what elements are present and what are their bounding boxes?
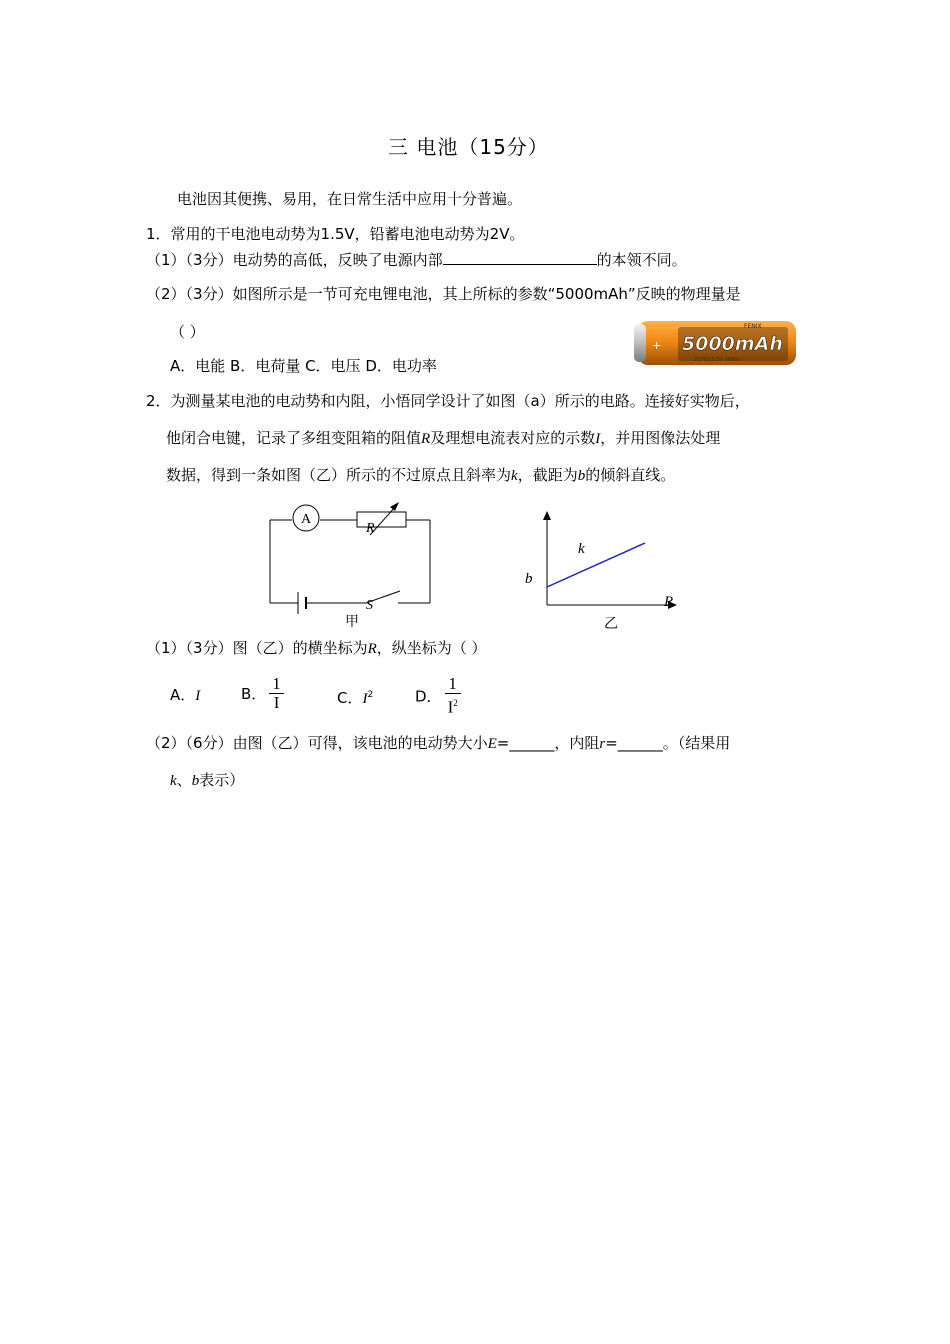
q2-option-b-den: I [273,693,280,712]
q2-part2-sep: 、 [176,771,192,789]
q1-part1 [146,249,687,270]
q2-option-a-value: I [195,688,201,704]
q2-option-d-fraction [445,675,461,717]
q2-option-b [241,675,284,712]
q2-option-c-value: I [362,691,368,707]
q2-part2-a: （2）（6分）由图（乙）可得，该电池的电动势大小 [146,734,488,752]
q2-option-b-fraction [269,675,284,712]
q2-part1 [146,638,487,659]
q2-part2-line2 [170,770,244,791]
graph-intercept-label: b [525,571,533,587]
q2-part1-b: ，纵坐标为（ ） [376,639,487,657]
graph-x-label: R [664,594,674,610]
q2-option-b-num: 1 [269,675,284,694]
q2-stem-line2 [166,428,720,449]
q2-option-d-den-base: I [447,697,454,717]
q1-part1-blank[interactable] [443,249,597,265]
q2-stem-line2-b: 及理想电流表对应的示数 [430,429,596,447]
q1-part1-suffix: 的本领不同。 [596,251,687,269]
ammeter-label: A [300,512,312,527]
linear-graph [520,505,690,635]
var-k: k [511,468,518,484]
q2-stem-line1: 2．为测量某电池的电动势和内阻，小悟同学设计了如图（a）所示的电路。连接好实物后， [146,392,750,410]
battery-brand: FENIX [744,323,762,330]
q2-option-d-num: 1 [445,675,461,694]
q2-part2-eq1[interactable]: =______，内阻 [496,734,600,752]
q2-part2-b: b [191,773,200,789]
q2-part1-a: （1）（3分）图（乙）的横坐标为 [146,639,368,657]
q2-stem-line2-c: ，并用图像法处理 [600,429,721,447]
battery-capacity: 5000mAh [682,333,783,355]
q2-part1-R: R [367,641,377,657]
rheostat-label: R [366,521,375,536]
q2-option-c-label: C． [337,689,363,707]
q2-option-d-label: D． [415,687,442,706]
q2-stem-line2-a: 他闭合电键，记录了多组变阻箱的阻值 [166,429,422,447]
q2-option-c-exp: 2 [367,690,374,700]
q2-option-d [415,675,461,717]
q2-option-c [337,685,373,709]
var-R: R [421,431,431,447]
q2-part2-line1 [146,733,730,754]
intro-text: 电池因其便携、易用，在日常生活中应用十分普遍。 [177,190,523,208]
graph-line [547,543,645,587]
q2-part2-r: r [599,736,606,752]
q2-option-d-den-exp: 2 [453,698,458,708]
graph-slope-label: k [578,541,585,557]
q1-part2-paren: （ ） [170,323,205,341]
q2-part2-E: E [487,736,497,752]
graph-caption: 乙 [604,616,618,632]
q2-stem-line3-c: 的倾斜直线。 [585,466,676,484]
battery-plus: + [652,339,662,352]
q2-stem-line3-a: 数据，得到一条如图（乙）所示的不过原点且斜率为 [166,466,512,484]
var-b: b [577,468,586,484]
circuit-caption: 甲 [345,614,359,630]
switch-label: S [366,598,373,613]
battery-image [634,319,804,367]
page-title: 三 电池（15分） [388,135,549,159]
q1-stem: 1．常用的干电池电动势为1.5V，铅蓄电池电动势为2V。 [146,225,525,243]
q2-stem-line3-b: ，截距为 [517,466,578,484]
graph-y-arrow [543,511,551,520]
circuit-diagram [260,500,440,635]
q2-option-a-label: A． [170,686,196,704]
rheostat-symbol [357,512,406,527]
q2-option-d-den [445,694,461,717]
q2-part2-end: 表示） [199,771,245,789]
q1-part1-prefix: （1）（3分）电动势的高低，反映了电源内部 [146,251,443,269]
q2-option-a [170,685,200,706]
q1-options: A．电能 B．电荷量 C．电压 D．电功率 [170,357,437,375]
var-I: I [595,431,601,447]
q2-part2-eq2[interactable]: =______。（结果用 [605,734,731,752]
q2-option-b-label: B． [241,685,267,703]
q2-stem-line3 [166,465,675,486]
battery-cap [634,324,646,362]
q1-part2-text: （2）（3分）如图所示是一节可充电锂电池，其上所标的参数“5000mAh”反映的物理量是 [146,285,741,303]
q2-part2-k: k [170,773,177,789]
battery-fine-print: 21700 3.6V 18Wh [694,357,739,363]
